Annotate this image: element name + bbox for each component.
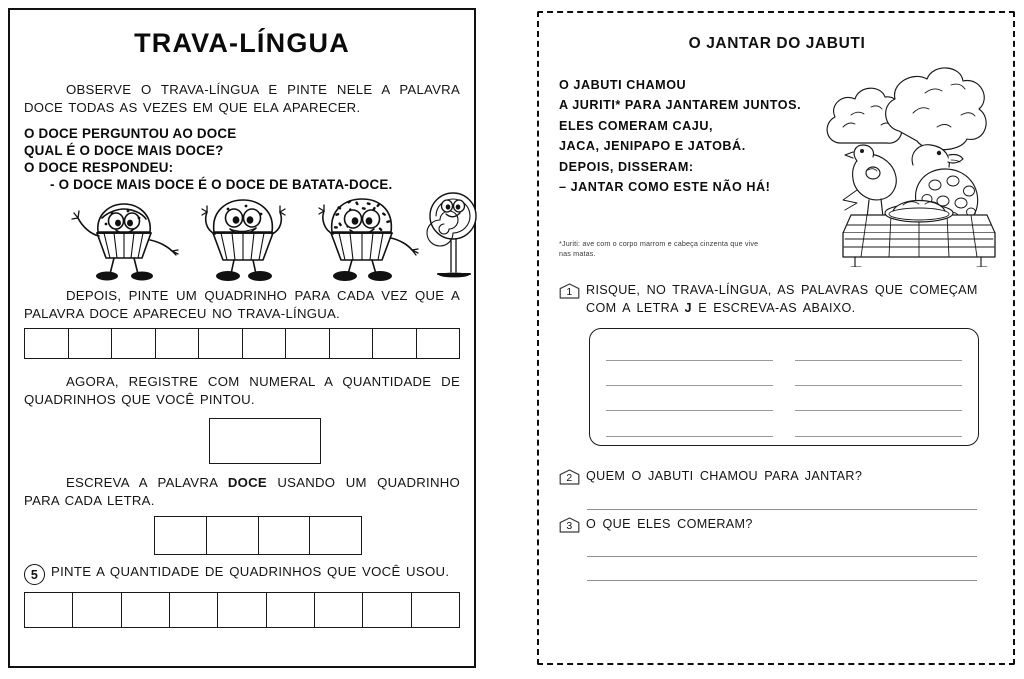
cupcake-sprinkles-icon (302, 190, 420, 287)
poem-text (559, 75, 827, 197)
grid-cell[interactable] (243, 329, 287, 358)
answer-row[interactable] (606, 419, 962, 437)
grid-cell[interactable] (218, 593, 266, 627)
grid-cell[interactable] (73, 593, 121, 627)
lollipop-icon (422, 190, 484, 287)
page-title-trava-lingua: TRAVA-LÍNGUA (134, 28, 350, 58)
grid-cell[interactable] (310, 517, 361, 554)
grid-cell[interactable] (259, 517, 311, 554)
cupcake-waving-icon (66, 192, 184, 287)
poem-line-3: ELES COMERAM CAJU, (559, 118, 714, 133)
cupcake-flexing-icon (184, 190, 302, 287)
page-title-jantar-do-jabuti: O JANTAR DO JABUTI (688, 35, 866, 52)
question-1-text-before: RISQUE, NO TRAVA-LÍNGUA, AS PALAVRAS QUE COMEÇAM COM A LETRA (586, 282, 978, 315)
question-1-answer-card[interactable] (589, 328, 979, 446)
grid-cell[interactable] (315, 593, 363, 627)
grid-cell[interactable] (363, 593, 411, 627)
answer-line[interactable] (795, 368, 962, 386)
poem-line-5: DEPOIS, DISSERAM: (559, 159, 694, 174)
grid-cell[interactable] (286, 329, 330, 358)
question-1-text-bold: J (684, 300, 692, 315)
instruction-observe: OBSERVE O TRAVA-LÍNGUA E PINTE NELE A PALAVRA DOCE TODAS AS VEZES EM QUE ELA APARECER. (24, 82, 460, 115)
grid-cell[interactable] (199, 329, 243, 358)
question-3-answer-line-2[interactable] (587, 579, 977, 581)
grid-cell[interactable] (25, 329, 69, 358)
spacer (24, 359, 460, 373)
grid-cell[interactable] (417, 329, 460, 358)
question-3-block (559, 516, 995, 582)
poem-line-4: JACA, JENIPAPO E JATOBÁ. (559, 139, 746, 154)
poem-section (559, 75, 995, 225)
question-1-text-after: E ESCREVA-AS ABAIXO. (691, 300, 856, 315)
instruction-write-doce (24, 474, 460, 510)
grid-cell[interactable] (412, 593, 459, 627)
answer-row[interactable] (606, 343, 962, 361)
spacer (24, 59, 460, 81)
answer-line[interactable] (795, 393, 962, 411)
spacer (559, 446, 995, 468)
answer-row[interactable] (606, 368, 962, 386)
instruction-write-doce-before: ESCREVA A PALAVRA (66, 474, 228, 490)
answer-line[interactable] (795, 419, 962, 437)
tongue-twister-line-4: - O DOCE MAIS DOCE É O DOCE DE BATATA-DOCE. (50, 176, 393, 192)
question-2-block (559, 468, 995, 510)
left-worksheet-page (8, 8, 476, 668)
doce-letter-grid[interactable] (154, 516, 362, 555)
answer-line[interactable] (795, 343, 962, 361)
question-1-number-badge (559, 283, 580, 299)
instruction-register-numeral: AGORA, REGISTRE COM NUMERAL A QUANTIDADE DE QUADRINHOS QUE VOCÊ PINTOU. (24, 374, 460, 408)
grid-cell[interactable] (155, 517, 207, 554)
question-5-text: PINTE A QUANTIDADE DE QUADRINHOS QUE VOCÊ USOU. (51, 563, 450, 579)
grid-cell[interactable] (69, 329, 113, 358)
tongue-twister-text (24, 125, 460, 193)
grid-cell[interactable] (156, 329, 200, 358)
grid-cell[interactable] (373, 329, 417, 358)
spacer (559, 533, 995, 555)
tongue-twister-line-3: O DOCE RESPONDEU: (24, 159, 174, 175)
question-3-text: O QUE ELES COMERAM? (586, 516, 753, 531)
paint-used-grid[interactable] (24, 592, 460, 628)
spacer (559, 486, 995, 508)
answer-line[interactable] (606, 343, 773, 361)
poem-line-1: O JABUTI CHAMOU (559, 78, 687, 92)
right-worksheet-page (537, 11, 1015, 665)
answer-row[interactable] (606, 393, 962, 411)
question-1-block (559, 282, 995, 446)
numeral-answer-box[interactable] (209, 418, 321, 464)
instruction-write-doce-bold: DOCE (227, 474, 267, 490)
poem-line-6: – JANTAR COMO ESTE NÃO HÁ! (559, 179, 771, 194)
question-2-number-badge (559, 469, 580, 485)
question-1-number: 1 (566, 285, 573, 298)
candy-characters-illustration (24, 195, 460, 287)
spacer (24, 117, 460, 125)
tongue-twister-line-1: O DOCE PERGUNTOU AO DOCE (24, 125, 237, 141)
instruction-write-doce-after: USANDO UM QUADRINHO PARA CADA LETRA. (24, 474, 460, 508)
grid-cell[interactable] (207, 517, 259, 554)
grid-cell[interactable] (267, 593, 315, 627)
grid-cell[interactable] (170, 593, 218, 627)
footnote-juriti: *Juriti: ave com o corpo marrom e cabeça cinzenta que vive nas matas. (559, 239, 759, 259)
question-5 (24, 564, 460, 586)
poem-line-2: A JURITI* PARA JANTAREM JUNTOS. (559, 98, 802, 113)
question-2-text: QUEM O JABUTI CHAMOU PARA JANTAR? (586, 468, 863, 483)
answer-line[interactable] (606, 393, 773, 411)
grid-cell[interactable] (112, 329, 156, 358)
grid-cell[interactable] (330, 329, 374, 358)
grid-cell[interactable] (25, 593, 73, 627)
question-3-number: 3 (566, 519, 573, 532)
spacer (24, 464, 460, 474)
answer-line[interactable] (606, 419, 773, 437)
tongue-twister-line-2: QUAL É O DOCE MAIS DOCE? (24, 142, 224, 158)
instruction-paint-squares: DEPOIS, PINTE UM QUADRINHO PARA CADA VEZ QUE A PALAVRA DOCE APARECEU NO TRAVA-LÍNGUA. (24, 287, 460, 321)
spacer (559, 557, 995, 579)
question-5-number-badge: 5 (24, 564, 45, 585)
jabuti-and-juriti-dinner-scene-icon (821, 57, 1001, 267)
paint-count-grid[interactable] (24, 328, 460, 359)
answer-line[interactable] (606, 368, 773, 386)
question-2-number: 2 (566, 471, 573, 484)
question-3-number-badge (559, 517, 580, 533)
grid-cell[interactable] (122, 593, 170, 627)
question-1-text (586, 282, 995, 318)
